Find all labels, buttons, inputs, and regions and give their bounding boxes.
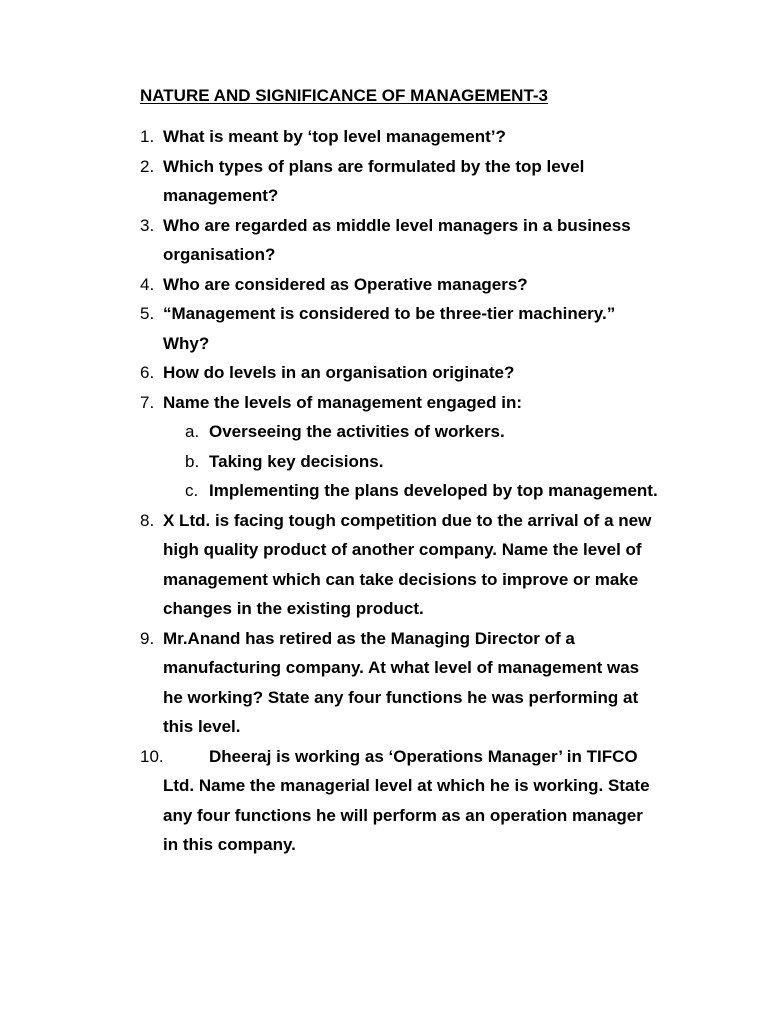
question-6 [140, 358, 660, 388]
sub-question-letter: b. [185, 451, 200, 471]
question-8 [140, 506, 660, 624]
sub-question-a [163, 417, 660, 447]
question-text [163, 742, 660, 860]
question-text: How do levels in an organisation originate? [163, 363, 515, 382]
sub-question-text: Taking key decisions. [209, 451, 384, 471]
question-5 [140, 299, 660, 358]
question-text: “Management is considered to be three-tier machinery.” Why? [163, 304, 616, 353]
question-text-continuation: TIFCO Ltd. Name the managerial level at which he is working. State any four functions he will perform as an operation manager in this company. [163, 746, 650, 854]
question-number: 8. [140, 510, 155, 530]
question-4 [140, 270, 660, 300]
question-number: 3. [140, 215, 155, 235]
sub-question-c [163, 476, 660, 506]
question-number: 7. [140, 392, 155, 412]
sub-question-letter: a. [185, 422, 200, 441]
question-number: 5. [140, 304, 155, 323]
question-number: 4. [140, 274, 155, 294]
question-list [140, 122, 660, 860]
question-text: X Ltd. is facing tough competition due to the arrival of a new high quality product of another company. Name the level of management which can take decisions to improve or make changes in the existing product. [163, 510, 652, 618]
document-title: NATURE AND SIGNIFICANCE OF MANAGEMENT-3 [140, 86, 548, 105]
question-text: Which types of plans are formulated by the top level management? [163, 156, 585, 205]
sub-question-b [163, 447, 660, 477]
question-text: What is meant by ‘top level management’? [163, 127, 506, 146]
question-9 [140, 624, 660, 742]
question-number: 2. [140, 156, 155, 176]
question-number: 6. [140, 363, 155, 382]
sub-question-text: Overseeing the activities of workers. [209, 422, 505, 441]
question-text: Name the levels of management engaged in: [163, 392, 522, 412]
question-number: 10. [140, 746, 164, 766]
question-text: Who are regarded as middle level managers in a business organisation? [163, 215, 631, 264]
question-1 [140, 122, 660, 152]
sub-question-letter: c. [185, 481, 199, 500]
question-7 [140, 388, 660, 506]
question-text: Who are considered as Operative managers? [163, 274, 528, 294]
question-2 [140, 152, 660, 211]
question-text-first-line: Dheeraj is working as ‘Operations Manager’ in [209, 746, 582, 766]
question-10 [140, 742, 660, 860]
question-number: 9. [140, 628, 155, 648]
question-number: 1. [140, 127, 155, 146]
question-3 [140, 211, 660, 270]
question-text: Mr.Anand has retired as the Managing Director of a manufacturing company. At what level of management was he working? State any four functions he was performing at this level. [163, 628, 640, 736]
sub-question-list [163, 417, 660, 506]
sub-question-text: Implementing the plans developed by top management. [209, 481, 658, 500]
